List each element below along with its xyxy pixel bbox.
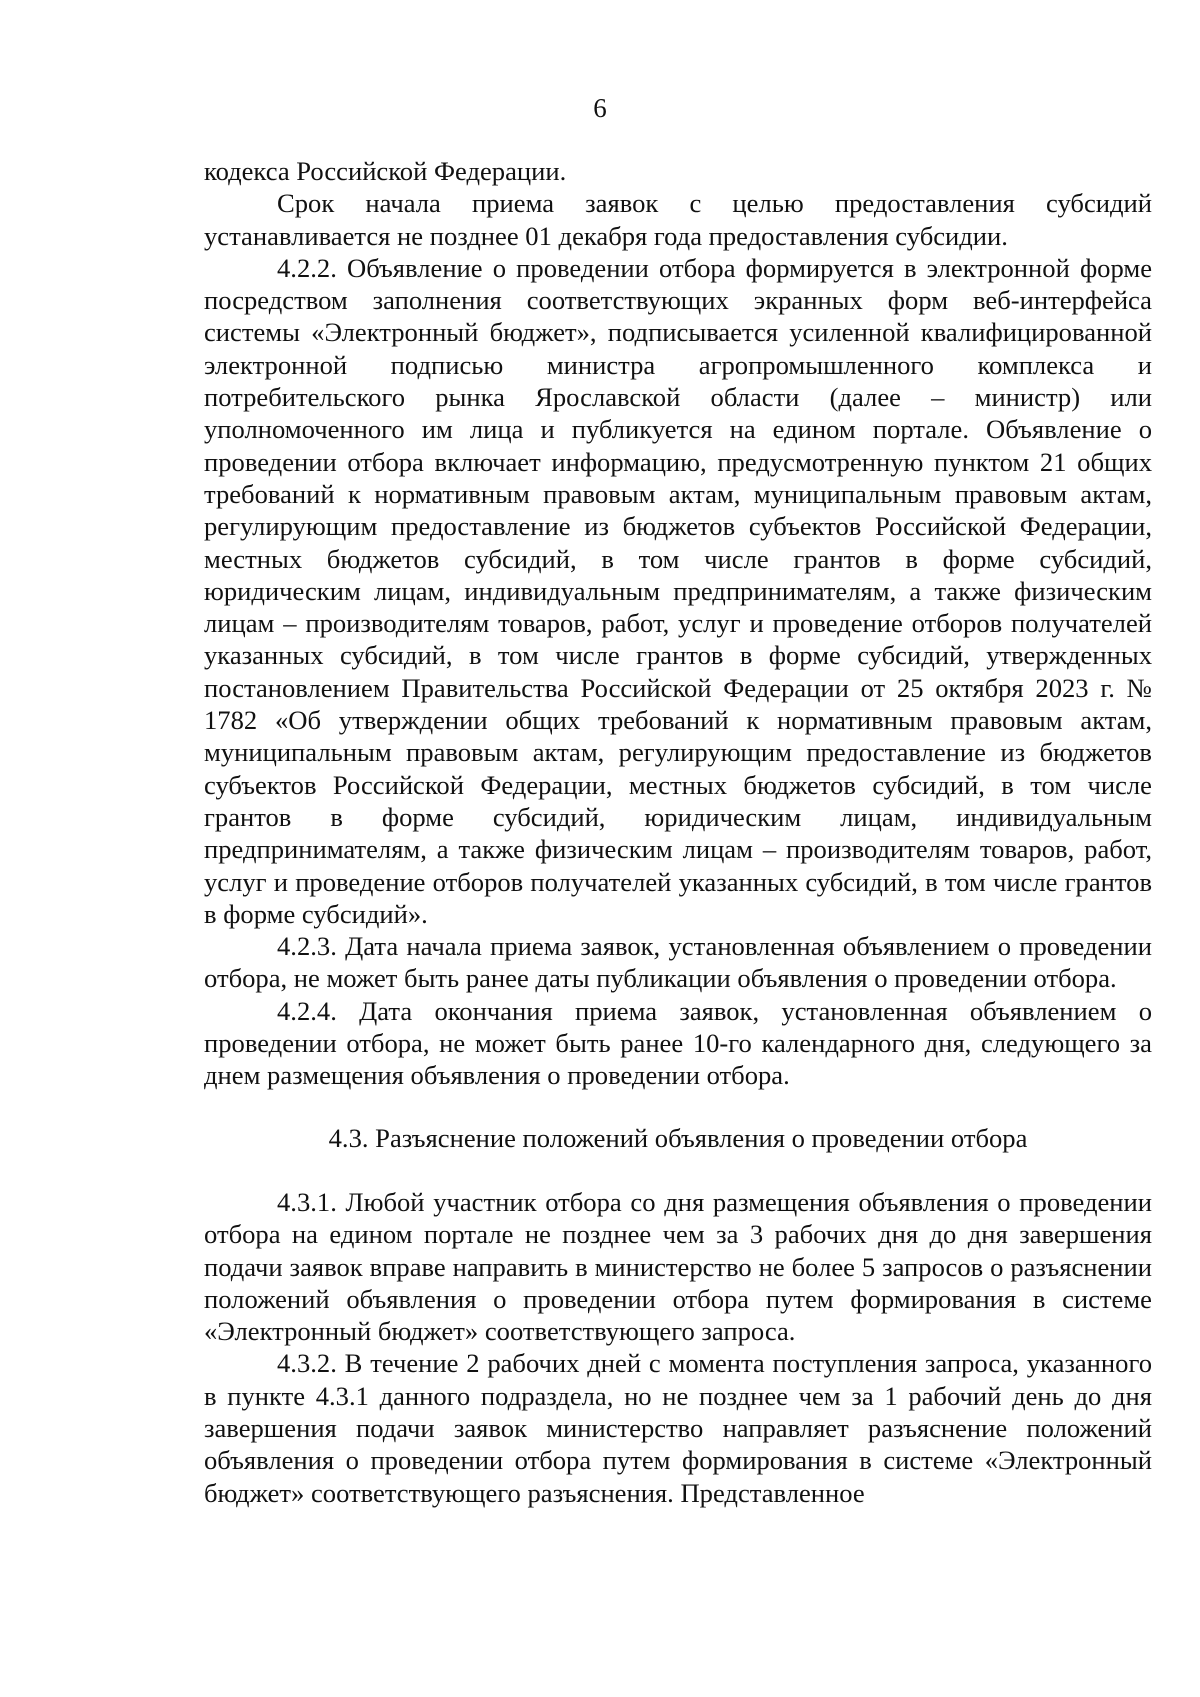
paragraph-4-2-2: 4.2.2. Объявление о проведении отбора формируется в электронной форме посредством заполнения соответствующих экранных форм веб-интерфейса системы «Электронный бюджет», подписывается усиленной квалифицированной электронной подписью министра агропромышленного комплекса и потребительского рынка Ярославской области (далее – министр) или уполномоченного им лица и публикуется на едином портале. Объявление о проведении отбора включает информацию, предусмотренную пунктом 21 общих требований к нормативным правовым актам, муниципальным правовым актам, регулирующим предоставление из бюджетов субъектов Российской Федерации, местных бюджетов субсидий, в том числе грантов в форме субсидий, юридическим лицам, индивидуальным предпринимателям, а также физическим лицам – производителям товаров, работ, услуг и проведение отборов получателей указанных субсидий, в том числе грантов в форме субсидий, утвержденных постановлением Правительства Российской Федерации от 25 октября 2023 г. № 1782 «Об утверждении общих требований к нормативным правовым актам, муниципальным правовым актам, регулирующим предоставление из бюджетов субъектов Российской Федерации, местных бюджетов субсидий, в том числе грантов в форме субсидий, юридическим лицам, индивидуальным предпринимателям, а также физическим лицам – производителям товаров, работ, услуг и проведение отборов получателей указанных субсидий, в том числе грантов в форме субсидий».: [204, 252, 1152, 929]
paragraph-application-start-date: Срок начала приема заявок с целью предоставления субсидий устанавливается не позднее 01 декабря года предоставления субсидии.: [204, 188, 1152, 251]
paragraph-4-3-2: 4.3.2. В течение 2 рабочих дней с момента поступления запроса, указанного в пункте 4.3.1 данного подраздела, но не позднее чем за 1 рабочий день до дня завершения подачи заявок министерство направляет разъяснение положений объявления о проведении отбора путем формирования в системе «Электронный бюджет» соответствующего разъяснения. Представленное: [204, 1348, 1152, 1508]
page-number: 6: [593, 93, 607, 123]
section-heading-4-3: 4.3. Разъяснение положений объявления о проведении отбора: [328, 1122, 1028, 1153]
paragraph-continuation: кодекса Российской Федерации.: [204, 156, 567, 186]
paragraph-4-3-1: 4.3.1. Любой участник отбора со дня размещения объявления о проведении отбора на едином портале не позднее чем за 3 рабочих дня до дня завершения подачи заявок вправе направить в министерство не более 5 запросов о разъяснении положений объявления о проведении отбора путем формирования в системе «Электронный бюджет» соответствующего запроса.: [204, 1186, 1152, 1347]
paragraph-4-2-4: 4.2.4. Дата окончания приема заявок, установленная объявлением о проведении отбора, не может быть ранее 10-го календарного дня, следующего за днем размещения объявления о проведении отбора.: [204, 995, 1152, 1091]
paragraph-4-2-3: 4.2.3. Дата начала приема заявок, установленная объявлением о проведении отбора, не может быть ранее даты публикации объявления о проведении отбора.: [204, 931, 1152, 994]
document-body: [204, 155, 1152, 1509]
